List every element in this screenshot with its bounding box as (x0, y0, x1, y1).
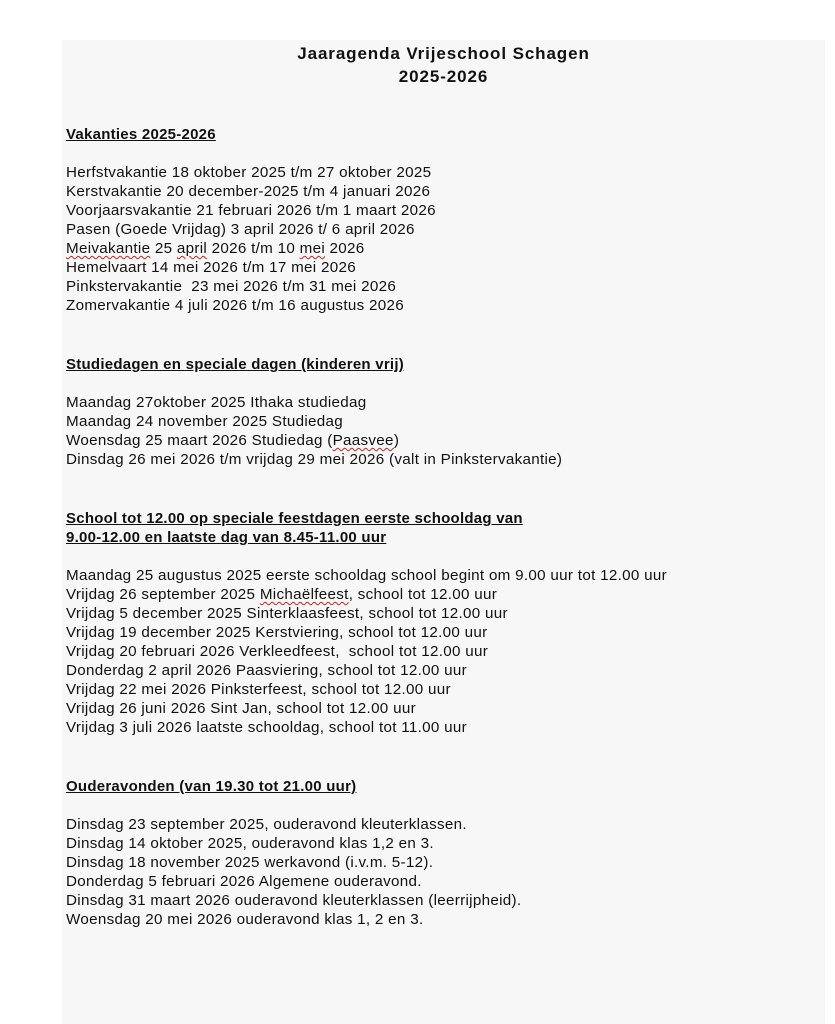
section-heading: Vakanties 2025-2026 (66, 126, 216, 143)
list-item: Maandag 27oktober 2025 Ithaka studiedag (66, 394, 367, 411)
document-page (62, 40, 825, 1024)
section-heading: Ouderavonden (van 19.30 tot 21.00 uur) (66, 778, 357, 795)
list-item: Donderdag 2 april 2026 Paasviering, school tot 12.00 uur (66, 662, 467, 679)
studiedagen-list (66, 393, 821, 469)
list-item: Woensdag 20 mei 2026 ouderavond klas 1, 2 en 3. (66, 911, 424, 928)
spellcheck-mark: Michaëlfeest (259, 586, 349, 603)
section-vakanties (66, 125, 821, 315)
list-item: Vrijdag 26 september 2025 Michaëlfeest, school tot 12.00 uur (66, 586, 498, 603)
list-item: Kerstvakantie 20 december-2025 t/m 4 januari 2026 (66, 183, 431, 200)
list-item: Maandag 24 november 2025 Studiedag (66, 413, 344, 430)
list-item: Dinsdag 14 oktober 2025, ouderavond klas 1,2 en 3. (66, 835, 434, 852)
list-item: Dinsdag 31 maart 2026 ouderavond kleuterklassen (leerrijpheid). (66, 892, 522, 909)
list-item: Donderdag 5 februari 2026 Algemene ouderavond. (66, 873, 422, 890)
spellcheck-mark: Paasvee (332, 432, 394, 449)
list-item: Voorjaarsvakantie 21 februari 2026 t/m 1 maart 2026 (66, 202, 436, 219)
spellcheck-mark: Meivakantie (66, 240, 151, 257)
section-feestdagen (66, 509, 821, 737)
list-item: Dinsdag 18 november 2025 werkavond (i.v.m. 5-12). (66, 854, 434, 871)
list-item: Vrijdag 26 juni 2026 Sint Jan, school tot 12.00 uur (66, 700, 416, 717)
vakanties-list (66, 163, 821, 315)
feestdagen-list (66, 566, 821, 737)
document-title (62, 42, 825, 88)
spellcheck-mark: mei (299, 240, 326, 257)
section-ouderavonden (66, 777, 821, 929)
list-item: Zomervakantie 4 juli 2026 t/m 16 augustus 2026 (66, 297, 404, 314)
list-item: Meivakantie 25 april 2026 t/m 10 mei 2026 (66, 240, 365, 257)
title-line-2: 2025-2026 (398, 67, 489, 86)
list-item: Hemelvaart 14 mei 2026 t/m 17 mei 2026 (66, 259, 356, 276)
list-item: Vrijdag 20 februari 2026 Verkleedfeest, school tot 12.00 uur (66, 643, 489, 660)
list-item: Vrijdag 19 december 2025 Kerstviering, school tot 12.00 uur (66, 624, 488, 641)
list-item: Woensdag 25 maart 2026 Studiedag (Paasvee) (66, 432, 400, 449)
list-item: Dinsdag 26 mei 2026 t/m vrijdag 29 mei 2026 (valt in Pinkstervakantie) (66, 451, 563, 468)
list-item: Pinkstervakantie 23 mei 2026 t/m 31 mei 2026 (66, 278, 397, 295)
ouderavonden-list (66, 815, 821, 929)
list-item: Herfstvakantie 18 oktober 2025 t/m 27 oktober 2025 (66, 164, 432, 181)
list-item: Vrijdag 3 juli 2026 laatste schooldag, school tot 11.00 uur (66, 719, 468, 736)
list-item: Dinsdag 23 september 2025, ouderavond kleuterklassen. (66, 816, 467, 833)
list-item: Vrijdag 5 december 2025 Sinterklaasfeest, school tot 12.00 uur (66, 605, 508, 622)
list-item: Pasen (Goede Vrijdag) 3 april 2026 t/ 6 april 2026 (66, 221, 415, 238)
list-item: Maandag 25 augustus 2025 eerste schooldag school begint om 9.00 uur tot 12.00 uur (66, 567, 667, 584)
section-studiedagen (66, 355, 821, 469)
list-item: Vrijdag 22 mei 2026 Pinksterfeest, school tot 12.00 uur (66, 681, 451, 698)
spellcheck-mark: april (176, 240, 208, 257)
section-heading-line-2: 9.00-12.00 en laatste dag van 8.45-11.00 uur (66, 529, 387, 546)
section-heading: Studiedagen en speciale dagen (kinderen vrij) (66, 356, 405, 373)
title-line-1: Jaaragenda Vrijeschool Schagen (297, 44, 590, 63)
section-heading-line-1: School tot 12.00 op speciale feestdagen eerste schooldag van (66, 510, 523, 527)
